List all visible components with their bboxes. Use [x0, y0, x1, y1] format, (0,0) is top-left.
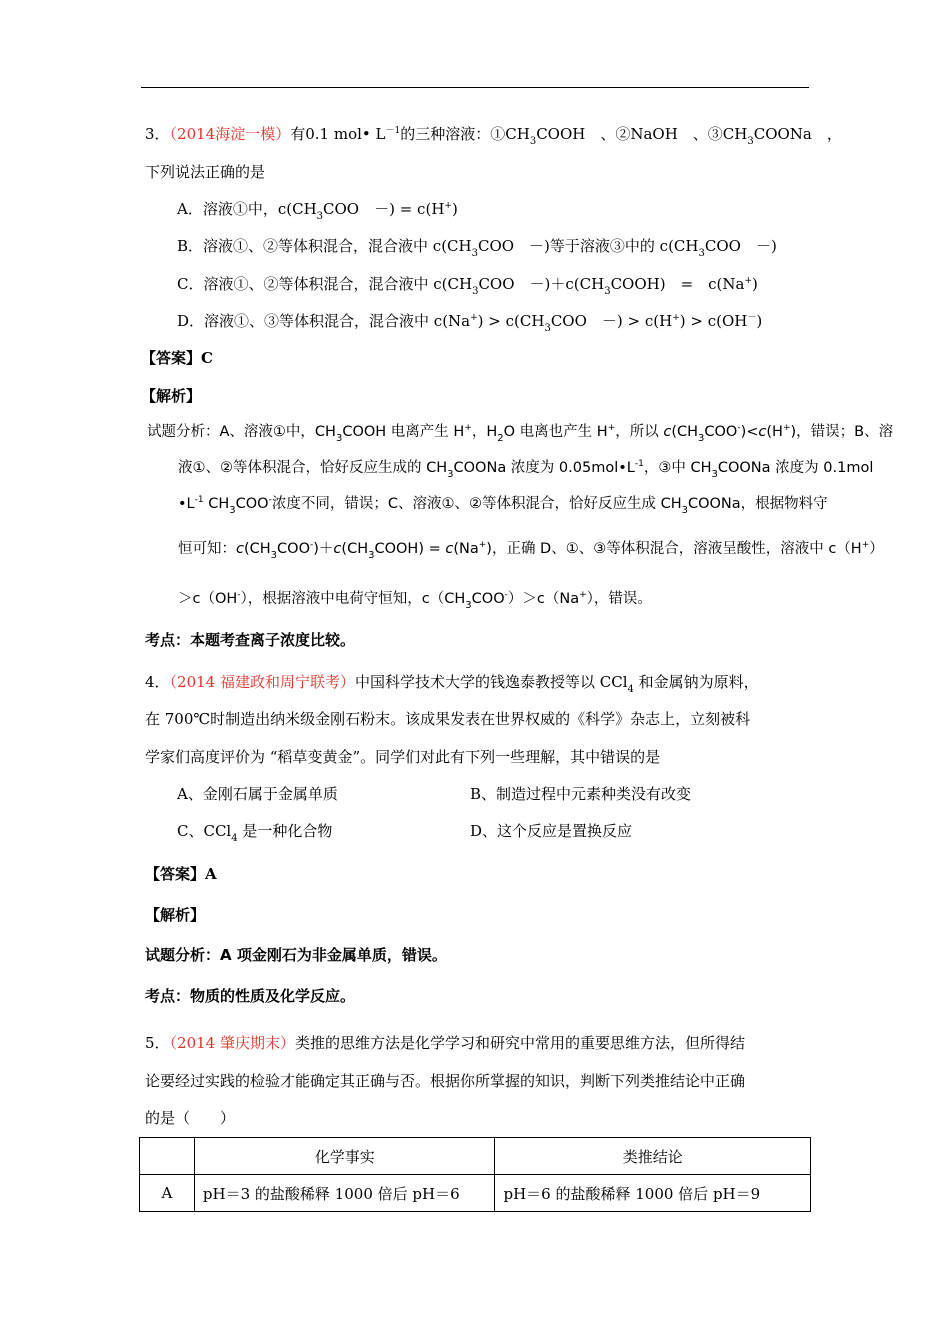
- q3-option-c[interactable]: C．溶液①、②等体积混合，混合液中 $c(CH_3COO$ $-)+c(CH_3COOH)$ = c(Na+): [177, 275, 758, 297]
- table-header-cell: 化学事实: [194, 1138, 495, 1175]
- q4-analysis-line1: 试题分析：A 项金刚石为非金属单质，错误。: [145, 946, 447, 964]
- q3-number: 3．: [145, 125, 170, 143]
- q3-option-d[interactable]: D．溶液①、③等体积混合，混合液中 $c(Na^+) > c(CH_3COO$ －) > c(H+) > c(OH－): [177, 312, 763, 334]
- q3-answer: 【答案】C: [141, 349, 213, 367]
- q3-analysis-line2: 液①、②等体积混合，恰好反应生成的 $CH_3COONa$ 浓度为 $0.05mol•L^{-1}$，③中 $CH_3COONa$ 浓度为 0.1mol: [178, 459, 874, 480]
- table-cell: pH＝3 的盐酸稀释 1000 倍后 pH＝6: [194, 1175, 495, 1212]
- q3-analysis-line1: 试题分析：A、溶液①中，$CH_3COOH$ 电离产生 H+，$H_2O$ 电离也产生 H+，所以 $c(CH_3COO^-)<c(H^+)$，错误；B、溶: [147, 423, 894, 444]
- header-rule: [141, 87, 809, 88]
- q4-analysis-heading: 【解析】: [145, 906, 206, 924]
- q4-option-a[interactable]: A、金刚石属于金属单质: [177, 785, 338, 803]
- q3-option-b[interactable]: B．溶液①、②等体积混合，混合液中 $c(CH_3COO$ －)等于溶液③中的 $c(CH_3COO$ －): [177, 237, 777, 259]
- q4-option-c[interactable]: C、CCl$_4$ 是一种化合物: [177, 822, 333, 844]
- table-cell: pH＝6 的盐酸稀释 1000 倍后 pH＝9: [495, 1175, 811, 1212]
- q3-stem-line2: 下列说法正确的是: [145, 163, 266, 181]
- q5-table: [139, 1137, 811, 1212]
- q3-kaodian: 考点：本题考查离子浓度比较。: [145, 631, 356, 649]
- q5-stem-line2: 论要经过实践的检验才能确定其正确与否。根据你所掌握的知识，判断下列类推结论中正确: [145, 1072, 746, 1090]
- q5-stem-line3: 的是（ ）: [145, 1109, 236, 1127]
- q3-analysis-line4: 恒可知：$c(CH_3COO^-)+c(CH_3COOH) = c(Na^+)$，正确 D、①、③等体积混合，溶液呈酸性，溶液中 c（H+）: [178, 540, 884, 561]
- q3-analysis-line3: $•L^{-1}$ $CH_3COO^-$浓度不同，错误；C、溶液①、②等体积混合，恰好反应生成 $CH_3COONa$，根据物料守: [178, 495, 828, 516]
- q4-option-d[interactable]: D、这个反应是置换反应: [470, 822, 633, 840]
- q4-source: （2014 福建政和周宁联考）: [169, 673, 355, 691]
- q4-number: 4．: [145, 673, 170, 691]
- q4-kaodian: 考点：物质的性质及化学反应。: [145, 987, 356, 1005]
- q3-source: （2014海淀一模）: [169, 125, 291, 143]
- q5-stem-line1: 5．（2014 肇庆期末）类推的思维方法是化学学习和研究中常用的重要思维方法，但所得结: [145, 1034, 746, 1052]
- table-cell: A: [140, 1175, 195, 1212]
- q4-stem-line2: 在 700℃时制造出纳米级金刚石粉末。该成果发表在世界权威的《科学》杂志上，立刻被科: [145, 710, 751, 728]
- table-header-cell: 类推结论: [495, 1138, 811, 1175]
- table-row: [140, 1175, 811, 1212]
- q5-number: 5．: [145, 1034, 170, 1052]
- q3-analysis-line5: ＞c（OH-），根据溶液中电荷守恒知，$c(CH_3COO^-)>c(Na^+)$，错误。: [178, 590, 652, 611]
- q5-source: （2014 肇庆期末）: [169, 1034, 295, 1052]
- q4-stem-line3: 学家们高度评价为 “稻草变黄金”。同学们对此有下列一些理解，其中错误的是: [145, 748, 661, 766]
- q4-answer: 【答案】A: [145, 865, 217, 883]
- q3-stem: 3．（2014海淀一模）有0.1 mol• $L^{-1}$的三种溶液：$①CH_3COOH$ 、②NaOH 、$③CH_3COONa$ ，: [145, 125, 842, 147]
- q3-analysis-heading: 【解析】: [141, 387, 202, 405]
- table-header-cell: [140, 1138, 195, 1175]
- table-header-row: [140, 1138, 811, 1175]
- q4-option-b[interactable]: B、制造过程中元素种类没有改变: [470, 785, 692, 803]
- q4-stem-line1: 4．（2014 福建政和周宁联考）中国科学技术大学的钱逸泰教授等以 CCl$_4$ 和金属钠为原料，: [145, 673, 759, 695]
- q3-option-a[interactable]: A．溶液①中，$c(CH_3COO$ －) = c(H+): [177, 200, 458, 222]
